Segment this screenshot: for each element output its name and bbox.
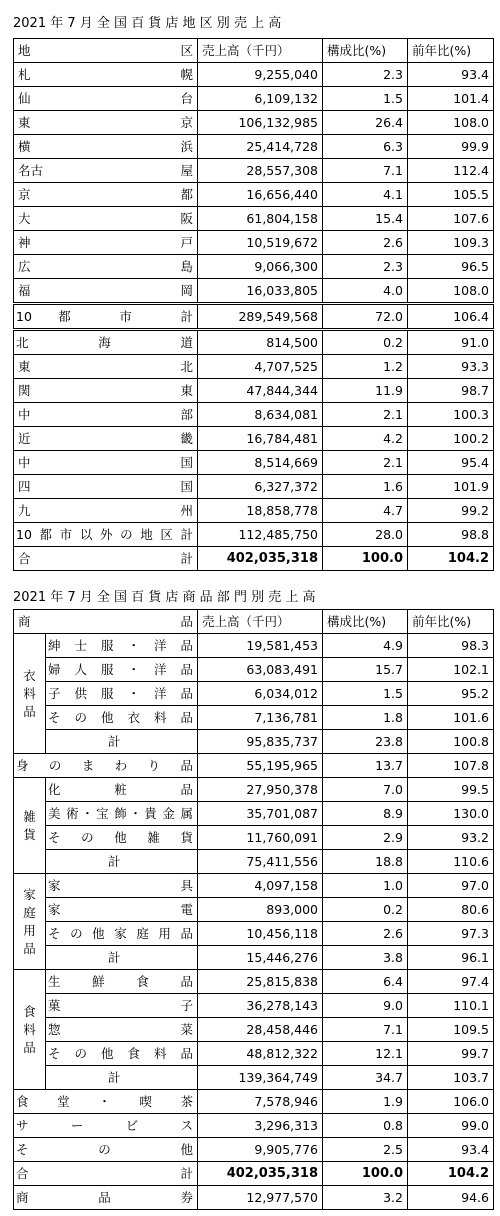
- sales-value: 112,485,750: [198, 523, 323, 547]
- category-label: サービス: [14, 1114, 198, 1138]
- sales-value: 16,784,481: [198, 427, 323, 451]
- sales-value: 9,255,040: [198, 63, 323, 87]
- item-label: 家具: [46, 874, 198, 898]
- region-label-right: 北: [180, 359, 193, 374]
- region-label-right: 京: [180, 115, 193, 130]
- item-label: 家電: [46, 898, 198, 922]
- sales-value: 106,132,985: [198, 111, 323, 135]
- share-value: 3.2: [323, 1186, 408, 1210]
- item-label: その他食料品: [46, 1042, 198, 1066]
- share-value: 7.1: [323, 159, 408, 183]
- table-row: [14, 63, 494, 87]
- share-value: 4.0: [323, 279, 408, 304]
- region-label-left: 東: [18, 359, 31, 374]
- header-share: 構成比(%): [323, 610, 408, 634]
- yoy-value: 108.0: [408, 111, 494, 135]
- table-row: [14, 1090, 494, 1114]
- yoy-value: 102.1: [408, 658, 494, 682]
- share-value: 4.2: [323, 427, 408, 451]
- yoy-value: 93.3: [408, 355, 494, 379]
- share-value: 2.5: [323, 1138, 408, 1162]
- share-value: 1.2: [323, 355, 408, 379]
- table-row: [14, 1042, 494, 1066]
- sales-value: 19,581,453: [198, 634, 323, 658]
- table1-title: 2021 年 7 月 全 国 百 貨 店 地 区 別 売 上 高: [13, 16, 282, 31]
- sales-value: 9,066,300: [198, 255, 323, 279]
- share-value: 2.6: [323, 922, 408, 946]
- yoy-value: 130.0: [408, 802, 494, 826]
- header-share: 構成比(%): [323, 39, 408, 63]
- region-label-left: 中: [18, 455, 31, 470]
- sales-value: 27,950,378: [198, 778, 323, 802]
- yoy-value: 80.6: [408, 898, 494, 922]
- yoy-value: 100.3: [408, 403, 494, 427]
- region-label: [14, 255, 198, 279]
- yoy-value: 103.7: [408, 1066, 494, 1090]
- header-sales: 売上高（千円）: [198, 39, 323, 63]
- yoy-value: 109.3: [408, 231, 494, 255]
- yoy-value: 106.4: [408, 304, 494, 330]
- sales-value: 6,109,132: [198, 87, 323, 111]
- yoy-value: 97.4: [408, 970, 494, 994]
- table-row: [14, 403, 494, 427]
- region-label-left: 四: [18, 479, 31, 494]
- region-label: [14, 451, 198, 475]
- share-value: 2.3: [323, 63, 408, 87]
- share-value: 1.5: [323, 682, 408, 706]
- table-row: [14, 874, 494, 898]
- yoy-value: 95.2: [408, 682, 494, 706]
- yoy-value: 93.4: [408, 63, 494, 87]
- share-value: 12.1: [323, 1042, 408, 1066]
- yoy-value: 95.4: [408, 451, 494, 475]
- subtotal-row: [14, 1066, 494, 1090]
- share-value: 1.9: [323, 1090, 408, 1114]
- region-label-right: 戸: [180, 235, 193, 250]
- sales-value: 10,456,118: [198, 922, 323, 946]
- region-label-left: 九: [18, 503, 31, 518]
- header-yoy: 前年比(%): [408, 39, 494, 63]
- item-label: 婦人服・洋品: [46, 658, 198, 682]
- region-label-right: 屋: [180, 163, 193, 178]
- table-row: [14, 826, 494, 850]
- yoy-value: 100.8: [408, 730, 494, 754]
- table-row: [14, 682, 494, 706]
- region-label-right: 国: [180, 455, 193, 470]
- sales-value: 16,656,440: [198, 183, 323, 207]
- share-value: 2.6: [323, 231, 408, 255]
- sales-value: 3,296,313: [198, 1114, 323, 1138]
- group-label: [14, 634, 46, 754]
- group-label-text: 雑貨: [23, 808, 36, 842]
- share-value: 23.8: [323, 730, 408, 754]
- yoy-value: 96.1: [408, 946, 494, 970]
- region-label: [14, 135, 198, 159]
- sales-value: 7,578,946: [198, 1090, 323, 1114]
- share-value: 100.0: [323, 547, 408, 571]
- region-label: [14, 547, 198, 571]
- share-value: 1.6: [323, 475, 408, 499]
- yoy-value: 93.2: [408, 826, 494, 850]
- region-label-left: 関: [18, 383, 31, 398]
- region-label: [14, 279, 198, 304]
- header-label-right: 区: [180, 43, 193, 58]
- region-label-left: 京: [18, 187, 31, 202]
- share-value: 7.1: [323, 1018, 408, 1042]
- table-row: [14, 451, 494, 475]
- item-label: 紳士服・洋品: [46, 634, 198, 658]
- table-row: [14, 802, 494, 826]
- table-row: [14, 379, 494, 403]
- table-row: [14, 355, 494, 379]
- table-row: [14, 922, 494, 946]
- table-row: [14, 255, 494, 279]
- yoy-value: 96.5: [408, 255, 494, 279]
- region-label: [14, 159, 198, 183]
- region-label-right: 東: [180, 383, 193, 398]
- category-label: 商品券: [14, 1186, 198, 1210]
- table-row: [14, 547, 494, 571]
- share-value: 1.5: [323, 87, 408, 111]
- category-label: 食堂・喫茶: [14, 1090, 198, 1114]
- sales-value: 16,033,805: [198, 279, 323, 304]
- table-row: [14, 159, 494, 183]
- region-label-right: 島: [180, 259, 193, 274]
- region-label-left: 仙: [18, 91, 31, 106]
- sales-value: 814,500: [198, 330, 323, 355]
- yoy-value: 101.9: [408, 475, 494, 499]
- yoy-value: 104.2: [408, 547, 494, 571]
- region-label: 10 都 市 計: [14, 304, 198, 330]
- sales-value: 6,034,012: [198, 682, 323, 706]
- share-value: 8.9: [323, 802, 408, 826]
- item-label: 菓子: [46, 994, 198, 1018]
- region-label-left: 札: [18, 67, 31, 82]
- share-value: 6.4: [323, 970, 408, 994]
- region-label: 10都市以外の地区計: [14, 523, 198, 547]
- share-value: 13.7: [323, 754, 408, 778]
- yoy-value: 100.2: [408, 427, 494, 451]
- sales-value: 7,136,781: [198, 706, 323, 730]
- table-row: [14, 499, 494, 523]
- sales-value: 18,858,778: [198, 499, 323, 523]
- item-label: その他衣料品: [46, 706, 198, 730]
- yoy-value: 91.0: [408, 330, 494, 355]
- yoy-value: 105.5: [408, 183, 494, 207]
- share-value: 9.0: [323, 994, 408, 1018]
- share-value: 18.8: [323, 850, 408, 874]
- yoy-value: 106.0: [408, 1090, 494, 1114]
- sales-value: 8,634,081: [198, 403, 323, 427]
- sales-value: 4,097,158: [198, 874, 323, 898]
- subtotal-row: [14, 850, 494, 874]
- table-row: [14, 898, 494, 922]
- sales-value: 95,835,737: [198, 730, 323, 754]
- item-label: その他雑貨: [46, 826, 198, 850]
- sales-value: 35,701,087: [198, 802, 323, 826]
- item-label: 化粧品: [46, 778, 198, 802]
- yoy-value: 107.8: [408, 754, 494, 778]
- share-value: 7.0: [323, 778, 408, 802]
- region-label-right: 国: [180, 479, 193, 494]
- yoy-value: 93.4: [408, 1138, 494, 1162]
- subtotal-label: 計: [46, 730, 198, 754]
- region-label: [14, 475, 198, 499]
- header-yoy: 前年比(%): [408, 610, 494, 634]
- sales-value: 48,812,322: [198, 1042, 323, 1066]
- table-row: [14, 994, 494, 1018]
- header-label-cell: [14, 39, 198, 63]
- table-row: [14, 970, 494, 994]
- region-label-left: 大: [18, 211, 31, 226]
- sales-value: 63,083,491: [198, 658, 323, 682]
- subtotal-row: [14, 946, 494, 970]
- yoy-value: 112.4: [408, 159, 494, 183]
- yoy-value: 110.6: [408, 850, 494, 874]
- share-value: 1.0: [323, 874, 408, 898]
- share-value: 6.3: [323, 135, 408, 159]
- category-label: 身のまわり品: [14, 754, 198, 778]
- region-label-left: 名古: [18, 163, 44, 178]
- region-label-right: 幌: [180, 67, 193, 82]
- table-row: [14, 1186, 494, 1210]
- region-label-right: 都: [180, 187, 193, 202]
- share-value: 0.2: [323, 898, 408, 922]
- subtotal-label: 計: [46, 850, 198, 874]
- header-label-cell: [14, 610, 198, 634]
- yoy-value: 98.3: [408, 634, 494, 658]
- share-value: 15.4: [323, 207, 408, 231]
- table1-header-row: [14, 39, 494, 63]
- table-row: [14, 207, 494, 231]
- yoy-value: 101.4: [408, 87, 494, 111]
- region-label: [14, 183, 198, 207]
- sales-value: 402,035,318: [198, 1162, 323, 1186]
- region-label: [14, 355, 198, 379]
- yoy-value: 99.5: [408, 778, 494, 802]
- group-label: [14, 874, 46, 970]
- yoy-value: 97.0: [408, 874, 494, 898]
- regional-sales-table: [13, 38, 494, 571]
- subtotal-label: 計: [46, 1066, 198, 1090]
- table-row: [14, 135, 494, 159]
- table-row: [14, 279, 494, 304]
- sales-value: 139,364,749: [198, 1066, 323, 1090]
- share-value: 4.1: [323, 183, 408, 207]
- yoy-value: 97.3: [408, 922, 494, 946]
- table-row: [14, 523, 494, 547]
- region-label: [14, 111, 198, 135]
- group-label: [14, 778, 46, 874]
- yoy-value: 99.9: [408, 135, 494, 159]
- yoy-value: 108.0: [408, 279, 494, 304]
- region-label-right: 阪: [180, 211, 193, 226]
- table2-title: 2021 年 7 月 全 国 百 貨 店 商 品 部 門 別 売 上 高: [13, 590, 316, 605]
- sales-value: 28,458,446: [198, 1018, 323, 1042]
- group-label-text: 家庭用品: [23, 886, 36, 956]
- category-label: 合計: [14, 1162, 198, 1186]
- region-label-left: 広: [18, 259, 31, 274]
- yoy-value: 98.7: [408, 379, 494, 403]
- region-label: [14, 207, 198, 231]
- item-label: 惣菜: [46, 1018, 198, 1042]
- share-value: 28.0: [323, 523, 408, 547]
- share-value: 2.1: [323, 403, 408, 427]
- sales-value: 8,514,669: [198, 451, 323, 475]
- table-row: [14, 231, 494, 255]
- sales-value: 36,278,143: [198, 994, 323, 1018]
- category-label: その他: [14, 1138, 198, 1162]
- sales-value: 12,977,570: [198, 1186, 323, 1210]
- item-label: その他家庭用品: [46, 922, 198, 946]
- share-value: 4.7: [323, 499, 408, 523]
- table2-header-row: [14, 610, 494, 634]
- region-label-right: 部: [180, 407, 193, 422]
- sales-value: 28,557,308: [198, 159, 323, 183]
- sales-value: 25,414,728: [198, 135, 323, 159]
- category-sales-table: [13, 609, 494, 1210]
- region-label-right: 計: [180, 551, 193, 566]
- yoy-value: 99.7: [408, 1042, 494, 1066]
- table-row: [14, 1162, 494, 1186]
- region-label: 北 海 道: [14, 330, 198, 355]
- region-label-left: 横: [18, 139, 31, 154]
- yoy-value: 109.5: [408, 1018, 494, 1042]
- sales-value: 75,411,556: [198, 850, 323, 874]
- table-row: [14, 330, 494, 355]
- yoy-value: 110.1: [408, 994, 494, 1018]
- table-row: [14, 754, 494, 778]
- share-value: 3.8: [323, 946, 408, 970]
- table-row: [14, 706, 494, 730]
- sales-value: 61,804,158: [198, 207, 323, 231]
- share-value: 15.7: [323, 658, 408, 682]
- share-value: 0.8: [323, 1114, 408, 1138]
- yoy-value: 94.6: [408, 1186, 494, 1210]
- region-label-left: 中: [18, 407, 31, 422]
- sales-value: 9,905,776: [198, 1138, 323, 1162]
- share-value: 100.0: [323, 1162, 408, 1186]
- sales-value: 15,446,276: [198, 946, 323, 970]
- table-row: [14, 427, 494, 451]
- yoy-value: 99.2: [408, 499, 494, 523]
- share-value: 2.9: [323, 826, 408, 850]
- sales-value: 55,195,965: [198, 754, 323, 778]
- table-row: [14, 1138, 494, 1162]
- sales-value: 25,815,838: [198, 970, 323, 994]
- table-row: [14, 87, 494, 111]
- share-value: 4.9: [323, 634, 408, 658]
- header-label-left: 地: [18, 43, 31, 58]
- table-row: [14, 1114, 494, 1138]
- region-label-right: 畿: [180, 431, 193, 446]
- table-row: [14, 778, 494, 802]
- table-row: [14, 634, 494, 658]
- subtotal-row: [14, 730, 494, 754]
- region-label: [14, 87, 198, 111]
- yoy-value: 98.8: [408, 523, 494, 547]
- region-label: [14, 63, 198, 87]
- sales-value: 11,760,091: [198, 826, 323, 850]
- share-value: 0.2: [323, 330, 408, 355]
- group-label-text: 衣料品: [23, 667, 36, 719]
- sales-value: 893,000: [198, 898, 323, 922]
- share-value: 1.8: [323, 706, 408, 730]
- sales-value: 6,327,372: [198, 475, 323, 499]
- share-value: 34.7: [323, 1066, 408, 1090]
- item-label: 美術･宝飾･貴金属: [46, 802, 198, 826]
- region-label: [14, 499, 198, 523]
- table-row: [14, 183, 494, 207]
- yoy-value: 104.2: [408, 1162, 494, 1186]
- table-row: [14, 658, 494, 682]
- region-label-right: 岡: [180, 283, 193, 298]
- sales-value: 289,549,568: [198, 304, 323, 330]
- region-label-left: 合: [18, 551, 31, 566]
- sales-value: 10,519,672: [198, 231, 323, 255]
- subtotal-label: 計: [46, 946, 198, 970]
- table-row: [14, 475, 494, 499]
- region-label: [14, 403, 198, 427]
- share-value: 11.9: [323, 379, 408, 403]
- share-value: 72.0: [323, 304, 408, 330]
- header-sales: 売上高（千円）: [198, 610, 323, 634]
- item-label: 生鮮食品: [46, 970, 198, 994]
- share-value: 26.4: [323, 111, 408, 135]
- region-label-right: 浜: [180, 139, 193, 154]
- share-value: 2.3: [323, 255, 408, 279]
- table-row: [14, 304, 494, 330]
- region-label-left: 福: [18, 283, 31, 298]
- item-label: 子供服・洋品: [46, 682, 198, 706]
- yoy-value: 107.6: [408, 207, 494, 231]
- group-label: [14, 970, 46, 1090]
- table-row: [14, 1018, 494, 1042]
- sales-value: 47,844,344: [198, 379, 323, 403]
- region-label-left: 神: [18, 235, 31, 250]
- yoy-value: 101.6: [408, 706, 494, 730]
- region-label-left: 東: [18, 115, 31, 130]
- header-label-left: 商: [18, 614, 31, 629]
- region-label-left: 近: [18, 431, 31, 446]
- table-row: [14, 111, 494, 135]
- region-label: [14, 231, 198, 255]
- sales-value: 402,035,318: [198, 547, 323, 571]
- group-label-text: 食料品: [23, 1003, 36, 1055]
- yoy-value: 99.0: [408, 1114, 494, 1138]
- region-label: [14, 379, 198, 403]
- region-label-right: 州: [180, 503, 193, 518]
- share-value: 2.1: [323, 451, 408, 475]
- header-label-right: 品: [180, 614, 193, 629]
- sales-value: 4,707,525: [198, 355, 323, 379]
- region-label-right: 台: [180, 91, 193, 106]
- region-label: [14, 427, 198, 451]
